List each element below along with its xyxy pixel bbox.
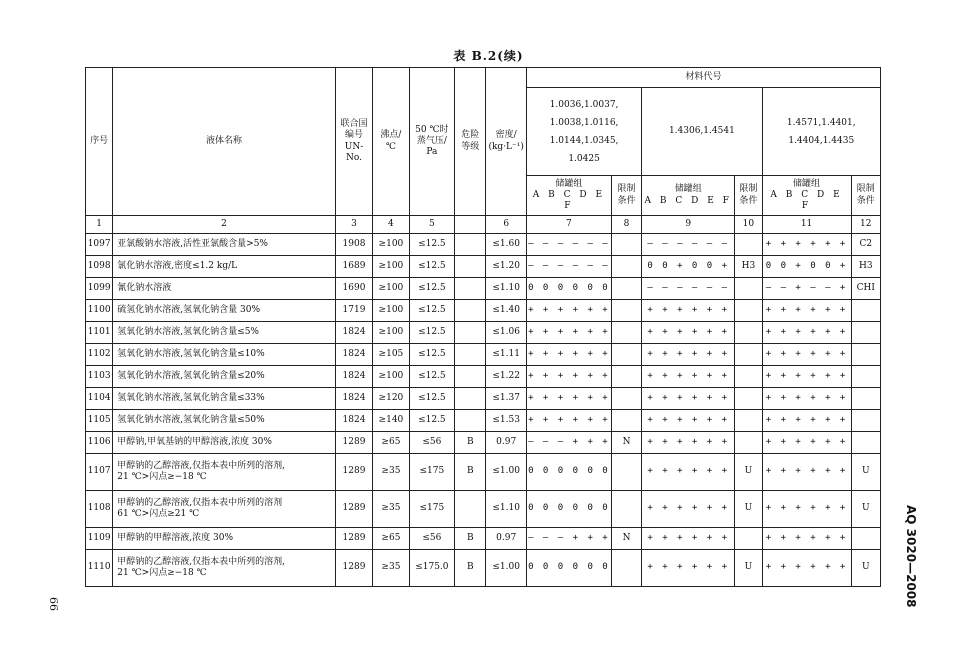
- cell-hazard: [455, 410, 486, 432]
- cell-seq: 1108: [86, 491, 113, 528]
- cell-r2: U: [735, 550, 762, 587]
- cell-density: ≤1.37: [486, 388, 526, 410]
- header-tank-group-2: 储罐组 A B C D E F: [642, 176, 735, 216]
- cell-r3: U: [851, 550, 880, 587]
- cell-vapor: ≤56: [409, 528, 455, 550]
- header-vapor: 50 ℃时 蒸气压/ Pa: [409, 68, 455, 216]
- col-num: 9: [642, 216, 735, 234]
- cell-hazard: [455, 278, 486, 300]
- cell-r1: N: [611, 432, 641, 454]
- cell-hazard: B: [455, 432, 486, 454]
- cell-g3: + + + + + +: [762, 528, 851, 550]
- cell-hazard: [455, 300, 486, 322]
- cell-g3: 0 0 + 0 0 +: [762, 256, 851, 278]
- column-number-row: [86, 216, 881, 234]
- cell-g3: + + + + + +: [762, 454, 851, 491]
- cell-un: 1289: [335, 491, 372, 528]
- cell-r3: [851, 344, 880, 366]
- cell-un: 1289: [335, 528, 372, 550]
- cell-r2: [735, 432, 762, 454]
- col-num: 8: [611, 216, 641, 234]
- cell-name: 氰化钠水溶液: [113, 278, 336, 300]
- header-material: 材料代号: [526, 68, 880, 88]
- cell-seq: 1107: [86, 454, 113, 491]
- cell-hazard: [455, 256, 486, 278]
- cell-g2: + + + + + +: [642, 388, 735, 410]
- cell-name: 甲醇钠的乙醇溶液,仅指本表中所列的溶剂, 21 ℃>闪点≥−18 ℃: [113, 550, 336, 587]
- header-density: 密度/ (kg·L⁻¹): [486, 68, 526, 216]
- cell-r3: U: [851, 491, 880, 528]
- cell-g1: + + + + + +: [526, 388, 611, 410]
- cell-g3: + + + + + +: [762, 550, 851, 587]
- cell-density: ≤1.11: [486, 344, 526, 366]
- cell-vapor: ≤175.0: [409, 550, 455, 587]
- cell-density: ≤1.06: [486, 322, 526, 344]
- cell-r3: [851, 300, 880, 322]
- cell-density: ≤1.40: [486, 300, 526, 322]
- cell-r2: [735, 410, 762, 432]
- cell-name: 甲醇钠,甲氧基钠的甲醇溶液,浓度 30%: [113, 432, 336, 454]
- cell-un: 1719: [335, 300, 372, 322]
- cell-g3: + + + + + +: [762, 344, 851, 366]
- cell-r1: [611, 366, 641, 388]
- cell-boil: ≥35: [373, 454, 409, 491]
- cell-g1: + + + + + +: [526, 366, 611, 388]
- col-num: 7: [526, 216, 611, 234]
- cell-name: 亚氯酸钠水溶液,活性亚氯酸含量>5%: [113, 234, 336, 256]
- cell-boil: ≥100: [373, 234, 409, 256]
- cell-un: 1289: [335, 550, 372, 587]
- header-tank-group-3: 储罐组 A B C D E F: [762, 176, 851, 216]
- cell-g1: 0 0 0 0 0 0: [526, 491, 611, 528]
- table-row: [86, 454, 881, 491]
- cell-name: 甲醇钠的甲醇溶液,浓度 30%: [113, 528, 336, 550]
- cell-hazard: [455, 491, 486, 528]
- cell-hazard: [455, 322, 486, 344]
- header-hazard: 危险 等级: [455, 68, 486, 216]
- cell-g3: + + + + + +: [762, 491, 851, 528]
- cell-name: 氢氧化钠水溶液,氢氧化钠含量≤5%: [113, 322, 336, 344]
- cell-boil: ≥140: [373, 410, 409, 432]
- cell-g2: — — — — — —: [642, 278, 735, 300]
- header-un: 联合国 编号 UN-No.: [335, 68, 372, 216]
- cell-r1: [611, 388, 641, 410]
- cell-seq: 1097: [86, 234, 113, 256]
- cell-hazard: [455, 344, 486, 366]
- cell-hazard: B: [455, 454, 486, 491]
- header-material-2: 1.4306,1.4541: [642, 88, 762, 176]
- cell-vapor: ≤56: [409, 432, 455, 454]
- cell-boil: ≥100: [373, 300, 409, 322]
- cell-vapor: ≤12.5: [409, 300, 455, 322]
- cell-name: 氯化钠水溶液,密度≤1.2 kg/L: [113, 256, 336, 278]
- cell-un: 1690: [335, 278, 372, 300]
- cell-vapor: ≤12.5: [409, 388, 455, 410]
- header-restrict-1: 限制 条件: [611, 176, 641, 216]
- cell-seq: 1103: [86, 366, 113, 388]
- cell-r1: [611, 234, 641, 256]
- header-material-3: 1.4571,1.4401, 1.4404,1.4435: [762, 88, 880, 176]
- cell-r3: [851, 432, 880, 454]
- cell-seq: 1105: [86, 410, 113, 432]
- header-restrict-2: 限制 条件: [735, 176, 762, 216]
- cell-name: 甲醇钠的乙醇溶液,仅指本表中所列的溶剂, 21 ℃>闪点≥−18 ℃: [113, 454, 336, 491]
- header-boil: 沸点/ ℃: [373, 68, 409, 216]
- cell-r2: [735, 278, 762, 300]
- cell-vapor: ≤12.5: [409, 344, 455, 366]
- table-row: [86, 256, 881, 278]
- cell-boil: ≥65: [373, 432, 409, 454]
- cell-density: 0.97: [486, 528, 526, 550]
- cell-g2: + + + + + +: [642, 491, 735, 528]
- cell-boil: ≥35: [373, 491, 409, 528]
- header-seq: 序号: [86, 68, 113, 216]
- cell-vapor: ≤175: [409, 491, 455, 528]
- table-row: [86, 234, 881, 256]
- cell-r2: U: [735, 454, 762, 491]
- col-num: 1: [86, 216, 113, 234]
- cell-g1: 0 0 0 0 0 0: [526, 278, 611, 300]
- cell-vapor: ≤12.5: [409, 366, 455, 388]
- cell-g3: — — + — — +: [762, 278, 851, 300]
- cell-seq: 1099: [86, 278, 113, 300]
- header-tank-group-1: 储罐组 A B C D E F: [526, 176, 611, 216]
- col-num: 3: [335, 216, 372, 234]
- cell-r1: [611, 300, 641, 322]
- col-num: 5: [409, 216, 455, 234]
- cell-r3: H3: [851, 256, 880, 278]
- cell-g3: + + + + + +: [762, 234, 851, 256]
- cell-hazard: B: [455, 528, 486, 550]
- cell-r1: [611, 344, 641, 366]
- cell-g2: + + + + + +: [642, 454, 735, 491]
- cell-g3: + + + + + +: [762, 300, 851, 322]
- cell-boil: ≥65: [373, 528, 409, 550]
- cell-g1: — — — + + +: [526, 432, 611, 454]
- cell-density: ≤1.20: [486, 256, 526, 278]
- cell-boil: ≥100: [373, 366, 409, 388]
- cell-r2: [735, 528, 762, 550]
- cell-g1: 0 0 0 0 0 0: [526, 550, 611, 587]
- cell-g2: + + + + + +: [642, 528, 735, 550]
- cell-boil: ≥100: [373, 322, 409, 344]
- table-row: [86, 550, 881, 587]
- cell-r2: [735, 300, 762, 322]
- cell-vapor: ≤12.5: [409, 278, 455, 300]
- cell-density: ≤1.22: [486, 366, 526, 388]
- cell-density: ≤1.00: [486, 550, 526, 587]
- cell-g2: — — — — — —: [642, 234, 735, 256]
- cell-g1: — — — — — —: [526, 256, 611, 278]
- col-num: 12: [851, 216, 880, 234]
- cell-g1: — — — + + +: [526, 528, 611, 550]
- cell-g1: 0 0 0 0 0 0: [526, 454, 611, 491]
- cell-hazard: [455, 234, 486, 256]
- cell-vapor: ≤12.5: [409, 256, 455, 278]
- cell-density: ≤1.10: [486, 278, 526, 300]
- cell-g1: + + + + + +: [526, 344, 611, 366]
- cell-seq: 1104: [86, 388, 113, 410]
- table-row: [86, 528, 881, 550]
- col-num: [455, 216, 486, 234]
- cell-r2: U: [735, 491, 762, 528]
- cell-vapor: ≤12.5: [409, 410, 455, 432]
- cell-vapor: ≤12.5: [409, 234, 455, 256]
- cell-un: 1824: [335, 410, 372, 432]
- cell-density: ≤1.53: [486, 410, 526, 432]
- cell-un: 1289: [335, 454, 372, 491]
- col-num: 11: [762, 216, 851, 234]
- cell-r2: [735, 388, 762, 410]
- table-row: [86, 432, 881, 454]
- cell-r1: [611, 491, 641, 528]
- cell-hazard: [455, 366, 486, 388]
- cell-un: 1824: [335, 322, 372, 344]
- cell-seq: 1106: [86, 432, 113, 454]
- cell-r2: [735, 344, 762, 366]
- cell-r3: CHI: [851, 278, 880, 300]
- standard-code: AQ 3020—2008: [904, 505, 918, 608]
- cell-r1: [611, 550, 641, 587]
- cell-hazard: [455, 388, 486, 410]
- cell-g2: + + + + + +: [642, 322, 735, 344]
- cell-g3: + + + + + +: [762, 410, 851, 432]
- page-number: 66: [47, 597, 60, 611]
- cell-r2: [735, 322, 762, 344]
- cell-vapor: ≤175: [409, 454, 455, 491]
- cell-g3: + + + + + +: [762, 388, 851, 410]
- cell-g2: 0 0 + 0 0 +: [642, 256, 735, 278]
- cell-boil: ≥105: [373, 344, 409, 366]
- col-num: 6: [486, 216, 526, 234]
- cell-r3: [851, 366, 880, 388]
- cell-un: 1824: [335, 388, 372, 410]
- col-num: 2: [113, 216, 336, 234]
- cell-un: 1908: [335, 234, 372, 256]
- table-row: [86, 278, 881, 300]
- cell-un: 1824: [335, 344, 372, 366]
- table-row: [86, 491, 881, 528]
- cell-r1: [611, 454, 641, 491]
- table-row: [86, 410, 881, 432]
- cell-r1: [611, 322, 641, 344]
- cell-g1: + + + + + +: [526, 300, 611, 322]
- col-num: 4: [373, 216, 409, 234]
- cell-g2: + + + + + +: [642, 550, 735, 587]
- cell-un: 1289: [335, 432, 372, 454]
- cell-g1: — — — — — —: [526, 234, 611, 256]
- cell-seq: 1098: [86, 256, 113, 278]
- cell-r1: [611, 256, 641, 278]
- table-row: [86, 322, 881, 344]
- header-material-1: 1.0036,1.0037, 1.0038,1.0116, 1.0144,1.0345, 1.0425: [526, 88, 641, 176]
- cell-seq: 1110: [86, 550, 113, 587]
- cell-r3: U: [851, 454, 880, 491]
- cell-seq: 1109: [86, 528, 113, 550]
- cell-g1: + + + + + +: [526, 322, 611, 344]
- table-row: [86, 388, 881, 410]
- table-row: [86, 344, 881, 366]
- cell-name: 氢氧化钠水溶液,氢氧化钠含量≤33%: [113, 388, 336, 410]
- cell-r1: [611, 278, 641, 300]
- cell-hazard: B: [455, 550, 486, 587]
- cell-r3: [851, 410, 880, 432]
- cell-r2: H3: [735, 256, 762, 278]
- header-restrict-3: 限制 条件: [851, 176, 880, 216]
- cell-density: 0.97: [486, 432, 526, 454]
- cell-boil: ≥100: [373, 278, 409, 300]
- cell-density: ≤1.00: [486, 454, 526, 491]
- cell-g3: + + + + + +: [762, 366, 851, 388]
- cell-r1: [611, 410, 641, 432]
- cell-un: 1824: [335, 366, 372, 388]
- cell-r3: C2: [851, 234, 880, 256]
- cell-g2: + + + + + +: [642, 344, 735, 366]
- cell-vapor: ≤12.5: [409, 322, 455, 344]
- cell-name: 氢氧化钠水溶液,氢氧化钠含量≤20%: [113, 366, 336, 388]
- cell-g2: + + + + + +: [642, 300, 735, 322]
- cell-boil: ≥35: [373, 550, 409, 587]
- cell-r2: [735, 234, 762, 256]
- header-name: 液体名称: [113, 68, 336, 216]
- cell-r2: [735, 366, 762, 388]
- col-num: 10: [735, 216, 762, 234]
- cell-density: ≤1.60: [486, 234, 526, 256]
- cell-r1: N: [611, 528, 641, 550]
- cell-density: ≤1.10: [486, 491, 526, 528]
- cell-g2: + + + + + +: [642, 366, 735, 388]
- cell-g2: + + + + + +: [642, 410, 735, 432]
- cell-seq: 1102: [86, 344, 113, 366]
- table-caption: 表 B.2(续): [453, 49, 524, 63]
- cell-r3: [851, 528, 880, 550]
- table-row: [86, 300, 881, 322]
- cell-r3: [851, 388, 880, 410]
- cell-boil: ≥120: [373, 388, 409, 410]
- table-row: [86, 366, 881, 388]
- cell-seq: 1100: [86, 300, 113, 322]
- cell-name: 硫氢化钠水溶液,氢氧化钠含量 30%: [113, 300, 336, 322]
- cell-g3: + + + + + +: [762, 322, 851, 344]
- cell-name: 氢氧化钠水溶液,氢氧化钠含量≤10%: [113, 344, 336, 366]
- cell-name: 甲醇钠的乙醇溶液,仅指本表中所列的溶剂 61 ℃>闪点≥21 ℃: [113, 491, 336, 528]
- cell-name: 氢氧化钠水溶液,氢氧化钠含量≤50%: [113, 410, 336, 432]
- cell-g1: + + + + + +: [526, 410, 611, 432]
- liquid-compatibility-table: [85, 67, 881, 587]
- cell-boil: ≥100: [373, 256, 409, 278]
- cell-r3: [851, 322, 880, 344]
- cell-g2: + + + + + +: [642, 432, 735, 454]
- cell-g3: + + + + + +: [762, 432, 851, 454]
- cell-seq: 1101: [86, 322, 113, 344]
- cell-un: 1689: [335, 256, 372, 278]
